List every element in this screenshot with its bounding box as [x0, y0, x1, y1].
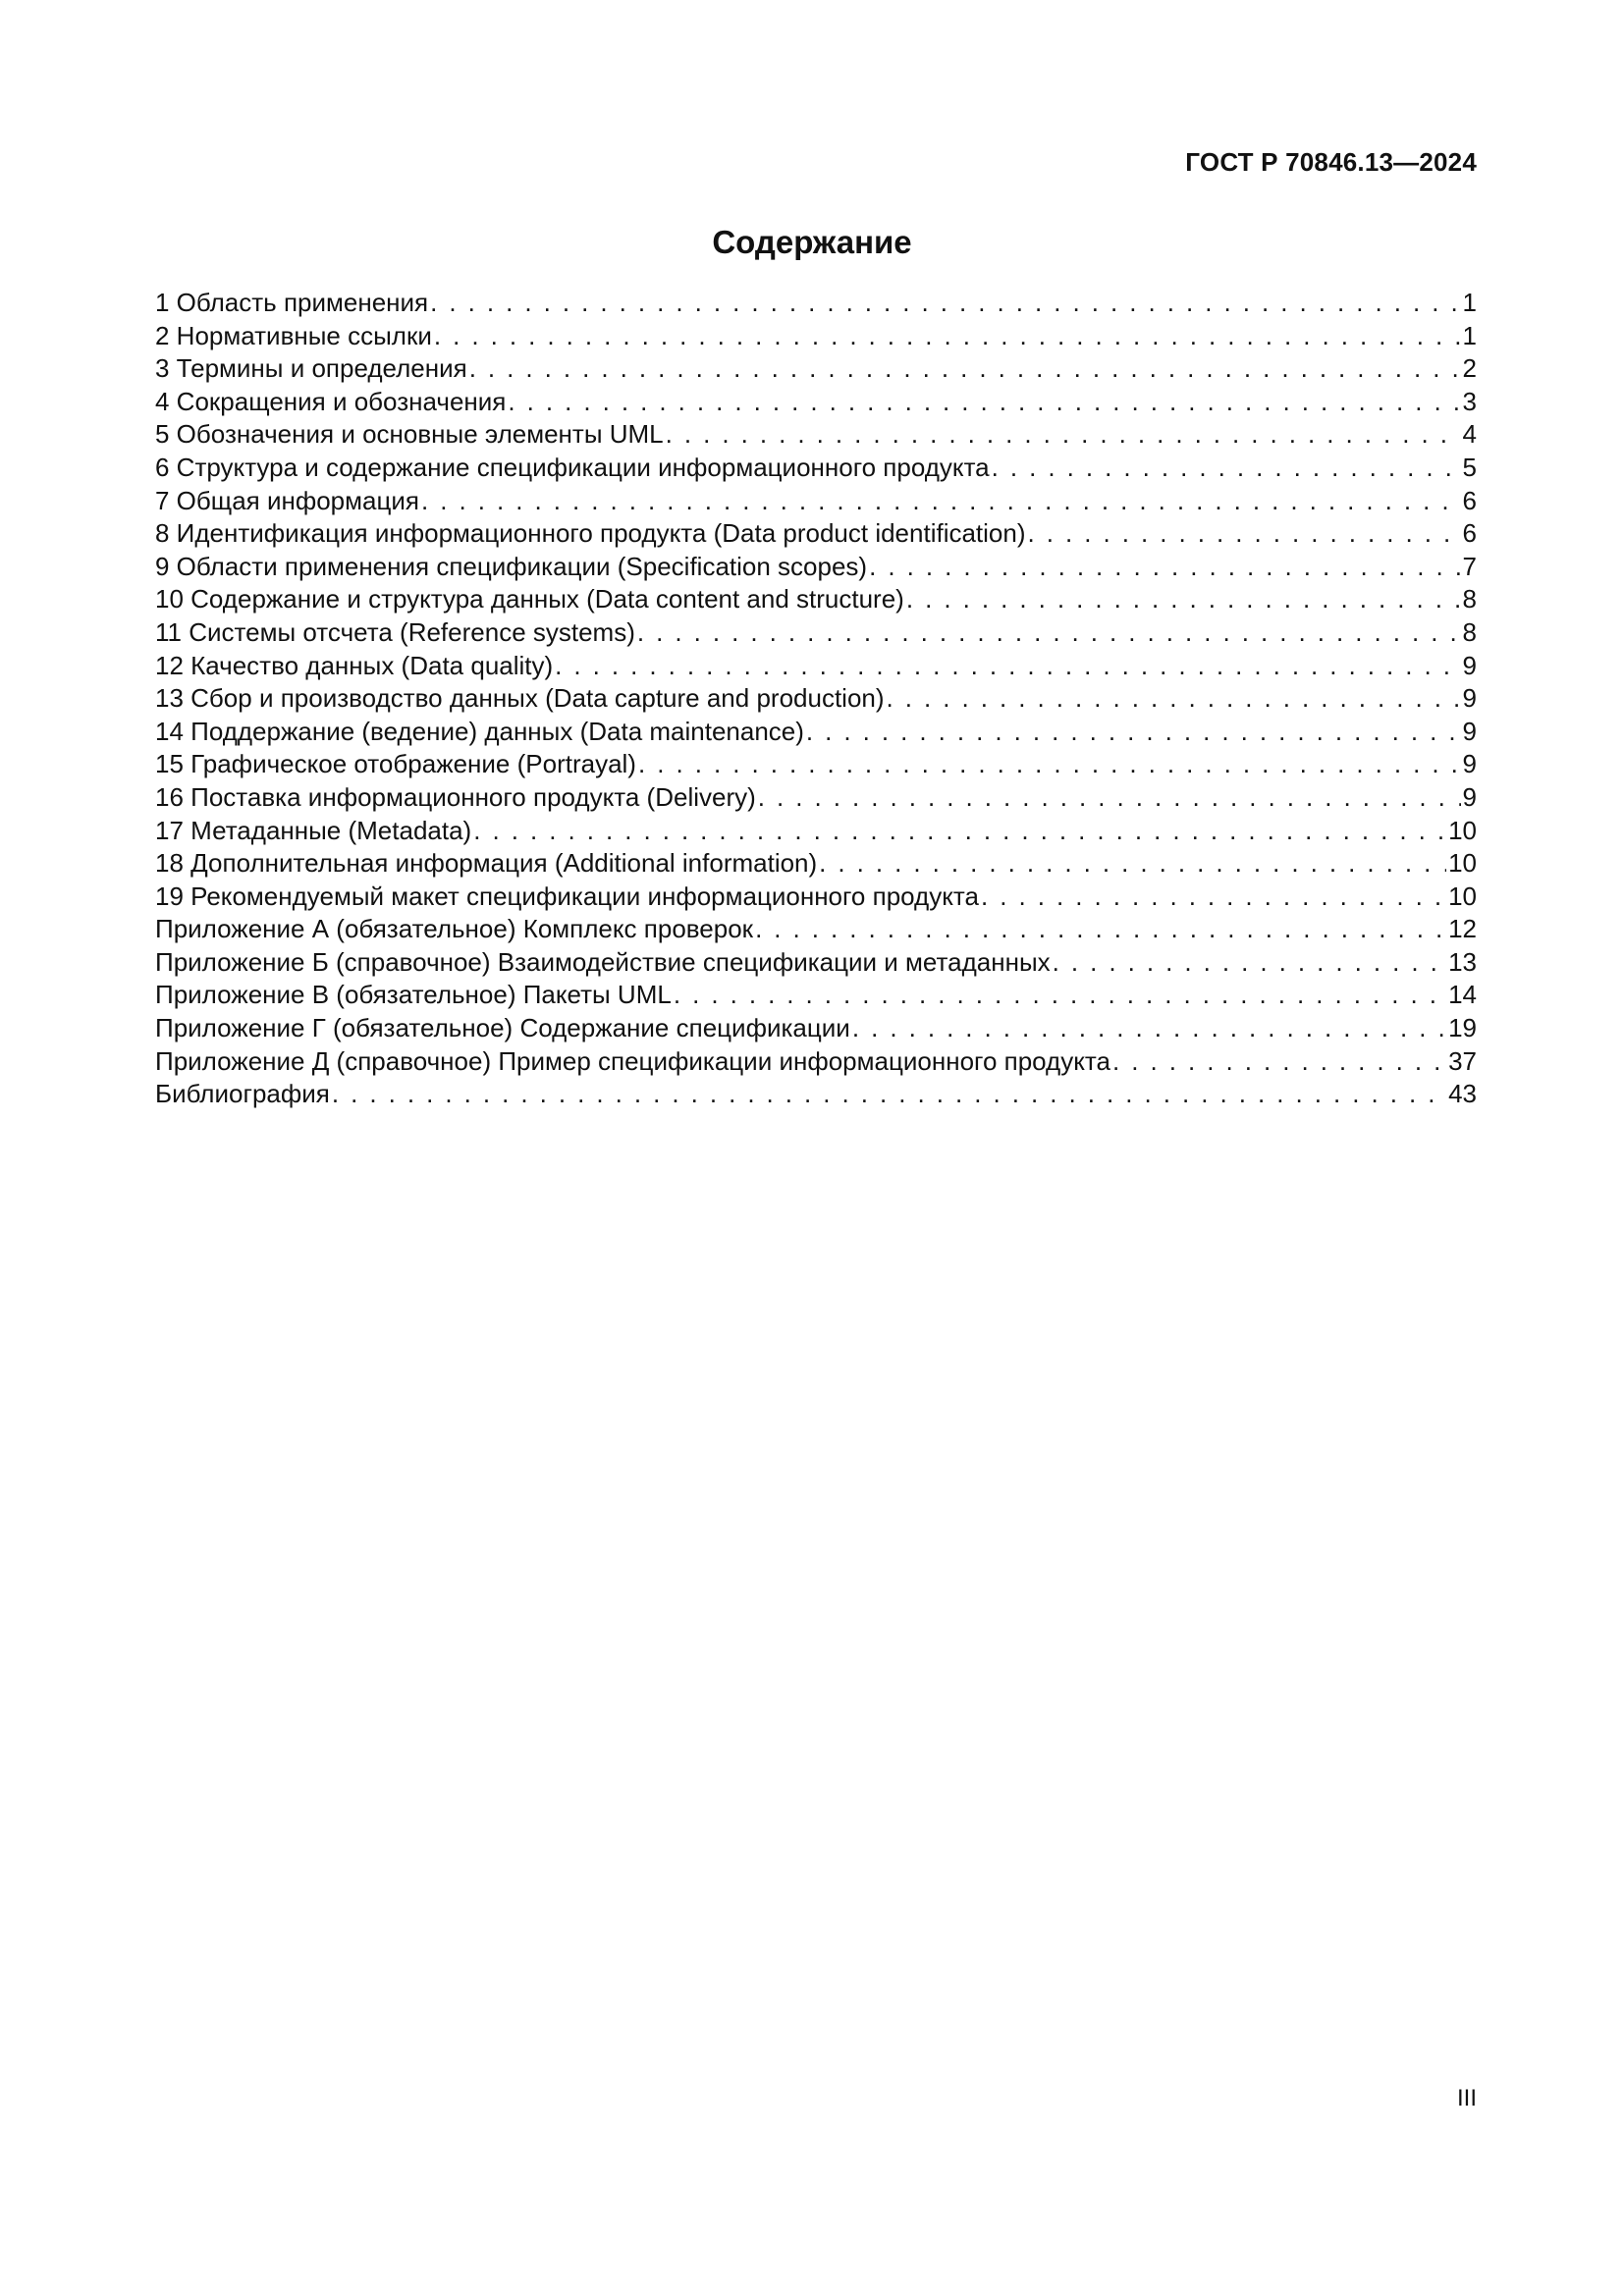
toc-entry-label: 11 Системы отсчета (Reference systems) — [155, 616, 635, 647]
toc-dot-leader — [758, 781, 1461, 815]
toc-entry-page: 43 — [1448, 1079, 1477, 1109]
toc-entry-page: 14 — [1448, 980, 1477, 1010]
toc-entry-label: Приложение Г (обязательное) Содержание спецификации — [155, 1013, 850, 1043]
toc-dot-leader — [430, 287, 1460, 320]
toc-dot-leader — [869, 551, 1460, 584]
toc-entry[interactable] — [155, 517, 1477, 551]
toc-dot-leader — [1112, 1045, 1446, 1079]
toc-entry[interactable] — [155, 682, 1477, 716]
toc-dot-leader — [755, 913, 1446, 946]
toc-dot-leader — [981, 881, 1446, 914]
toc-entry-page: 10 — [1448, 881, 1477, 911]
toc-entry-page: 10 — [1448, 815, 1477, 845]
toc-entry-page: 9 — [1462, 650, 1477, 680]
toc-entry-label: 12 Качество данных (Data quality) — [155, 650, 554, 680]
toc-entry-label: 5 Обозначения и основные элементы UML — [155, 419, 664, 450]
toc-entry[interactable] — [155, 418, 1477, 452]
toc-dot-leader — [906, 583, 1461, 616]
toc-entry-label: Приложение А (обязательное) Комплекс проверок — [155, 914, 754, 944]
toc-entry[interactable] — [155, 452, 1477, 485]
toc-entry-page: 1 — [1462, 320, 1477, 350]
toc-entry-label: 7 Общая информация — [155, 485, 419, 515]
toc-entry-label: 10 Содержание и структура данных (Data content and structure) — [155, 584, 904, 614]
toc-entry-page: 4 — [1462, 419, 1477, 450]
toc-entry-page: 7 — [1462, 551, 1477, 581]
toc-entry[interactable] — [155, 1045, 1477, 1079]
page-title: Содержание — [712, 224, 912, 260]
toc-entry[interactable] — [155, 748, 1477, 781]
toc-entry[interactable] — [155, 847, 1477, 881]
toc-dot-leader — [666, 418, 1461, 452]
toc-dot-leader — [637, 616, 1461, 650]
toc-entry[interactable] — [155, 551, 1477, 584]
toc-entry-label: 9 Области применения спецификации (Specification scopes) — [155, 551, 868, 581]
toc-entry-page: 10 — [1448, 848, 1477, 879]
toc-entry-page: 37 — [1448, 1045, 1477, 1076]
toc-entry-label: 16 Поставка информационного продукта (Delivery) — [155, 781, 756, 812]
toc-entry[interactable] — [155, 1012, 1477, 1045]
toc-entry[interactable] — [155, 583, 1477, 616]
toc-dot-leader — [887, 682, 1461, 716]
toc-entry-page: 6 — [1462, 485, 1477, 515]
toc-dot-leader — [992, 452, 1461, 485]
toc-entry-page: 3 — [1462, 386, 1477, 416]
toc-entry-label: Приложение Б (справочное) Взаимодействие спецификации и метаданных — [155, 946, 1051, 977]
toc-dot-leader — [434, 320, 1461, 353]
toc-dot-leader — [852, 1012, 1446, 1045]
toc-entry-page: 1 — [1462, 288, 1477, 317]
toc-entry-label: 19 Рекомендуемый макет спецификации информационного продукта — [155, 881, 979, 911]
toc-entry-page: 12 — [1448, 914, 1477, 944]
toc-entry-label: 13 Сбор и производство данных (Data capture and production) — [155, 683, 885, 714]
toc-entry-label: Приложение В (обязательное) Пакеты UML — [155, 980, 672, 1010]
toc-entry-label: 4 Сокращения и обозначения — [155, 386, 507, 416]
toc-entry-label: 15 Графическое отображение (Portrayal) — [155, 749, 636, 779]
toc-entry[interactable] — [155, 781, 1477, 815]
toc-entry-page: 5 — [1462, 452, 1477, 482]
toc-entry-label: 1 Область применения — [155, 288, 429, 317]
toc-entry[interactable] — [155, 815, 1477, 848]
toc-entry[interactable] — [155, 881, 1477, 914]
toc-entry-label: 14 Поддержание (ведение) данных (Data maintenance) — [155, 716, 804, 746]
toc-entry[interactable] — [155, 650, 1477, 683]
toc-entry-page: 8 — [1462, 584, 1477, 614]
toc-entry[interactable] — [155, 616, 1477, 650]
toc-entry-page: 13 — [1448, 946, 1477, 977]
toc-entry-label: 2 Нормативные ссылки — [155, 320, 432, 350]
toc-entry[interactable] — [155, 320, 1477, 353]
toc-entry[interactable] — [155, 352, 1477, 386]
toc-entry[interactable] — [155, 716, 1477, 749]
toc-entry[interactable] — [155, 979, 1477, 1012]
toc-entry[interactable] — [155, 386, 1477, 419]
toc-entry-page: 2 — [1462, 353, 1477, 384]
toc-dot-leader — [806, 716, 1461, 749]
toc-dot-leader — [819, 847, 1446, 881]
toc-entry-label: Приложение Д (справочное) Пример спецификации информационного продукта — [155, 1045, 1110, 1076]
toc-dot-leader — [1053, 946, 1446, 980]
toc-entry-label: 18 Дополнительная информация (Additional information) — [155, 848, 818, 879]
document-code: ГОСТ Р 70846.13—2024 — [1185, 147, 1477, 177]
toc-entry-page: 9 — [1462, 781, 1477, 812]
page-number: III — [1456, 2085, 1477, 2111]
toc-entry-label: 8 Идентификация информационного продукта (Data product identification) — [155, 518, 1026, 549]
toc-dot-leader — [674, 979, 1446, 1012]
toc-dot-leader — [508, 386, 1460, 419]
toc-dot-leader — [469, 352, 1461, 386]
toc-entry-label: 17 Метаданные (Metadata) — [155, 815, 472, 845]
toc-dot-leader — [555, 650, 1460, 683]
toc-entry[interactable] — [155, 287, 1477, 320]
toc-entry-page: 9 — [1462, 683, 1477, 714]
toc-entry-page: 8 — [1462, 616, 1477, 647]
toc-entry-page: 19 — [1448, 1013, 1477, 1043]
toc-dot-leader — [421, 485, 1461, 518]
toc-entry[interactable] — [155, 946, 1477, 980]
toc-entry[interactable] — [155, 485, 1477, 518]
toc-dot-leader — [638, 748, 1461, 781]
toc-entry-label: 6 Структура и содержание спецификации информационного продукта — [155, 452, 990, 482]
toc-entry[interactable] — [155, 913, 1477, 946]
toc-entry-page: 6 — [1462, 518, 1477, 549]
toc-entry-page: 9 — [1462, 716, 1477, 746]
table-of-contents — [155, 287, 1477, 1111]
toc-entry[interactable] — [155, 1078, 1477, 1111]
toc-dot-leader — [332, 1078, 1446, 1111]
toc-dot-leader — [1028, 517, 1461, 551]
toc-entry-label: 3 Термины и определения — [155, 353, 467, 384]
toc-dot-leader — [473, 815, 1446, 848]
toc-entry-page: 9 — [1462, 749, 1477, 779]
toc-entry-label: Библиография — [155, 1079, 330, 1109]
